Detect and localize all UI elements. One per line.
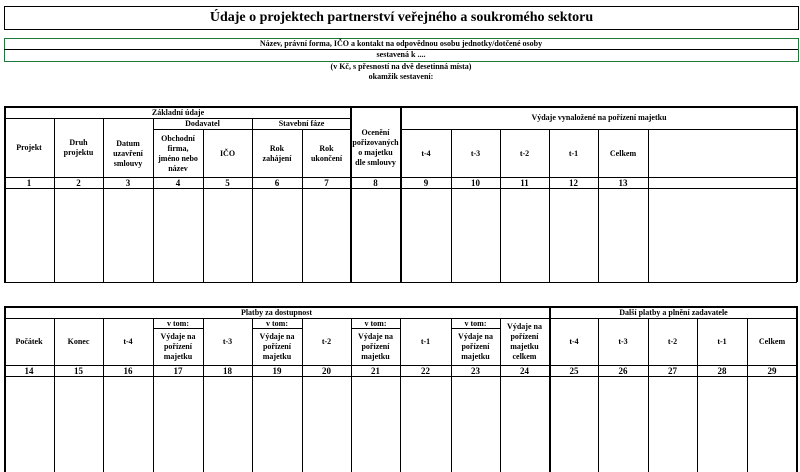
col-number: 27: [668, 366, 677, 376]
compiled-to: sestavená k ....: [376, 50, 426, 59]
col-asset-expense-t1: Výdaje na pořízení majetku: [458, 332, 493, 361]
col-project-type: Druh projektu: [63, 138, 94, 157]
col-number: 17: [173, 366, 183, 376]
col-number: 3: [125, 178, 131, 188]
col-number: 9: [423, 178, 429, 188]
sub-of-which: v tom:: [266, 318, 288, 328]
col-number: 20: [322, 366, 331, 376]
col-number: 19: [272, 366, 282, 376]
group-supplier: Dodavatel: [185, 119, 220, 128]
col-number: 22: [421, 366, 430, 376]
col-t1: t-1: [420, 337, 431, 346]
group-other-payments: Další platby a plnění zadavatele: [619, 307, 728, 317]
col-end: Konec: [67, 337, 90, 346]
col-line: [796, 106, 798, 282]
col-t3: t-3: [470, 148, 481, 158]
col-number: 28: [717, 366, 727, 376]
col-asset-expense-t2: Výdaje na pořízení majetku: [358, 332, 393, 361]
col-number: 5: [225, 178, 230, 188]
sub-of-which: v tom:: [167, 318, 189, 328]
col-number: 24: [520, 366, 529, 376]
col-t2: t-2: [321, 337, 332, 346]
col-number: 23: [471, 366, 480, 376]
sub-of-which: v tom:: [364, 318, 387, 328]
col-ico: IČO: [219, 148, 236, 158]
group-basic-data: Základní údaje: [151, 107, 205, 117]
col-contract-date: Datum uzavření smlouvy: [113, 138, 143, 168]
group-availability-payments: Platby za dostupnost: [240, 307, 313, 317]
col-asset-expense-t3: Výdaje na pořízení majetku: [259, 332, 295, 361]
col-number: 8: [373, 178, 378, 188]
col-number: 7: [324, 178, 329, 188]
moment-of-compilation: okamžik sestavení:: [368, 72, 434, 81]
col-asset-expense-t4: Výdaje na pořízení majetku: [160, 332, 196, 361]
col-end-year: Rok ukončení: [310, 143, 343, 163]
col-other-t2: t-2: [667, 337, 678, 346]
col-number: 21: [371, 366, 380, 376]
col-number: 10: [471, 178, 480, 188]
col-other-t3: t-3: [618, 337, 628, 346]
group-construction-stage: Stavební fáze: [278, 119, 325, 128]
col-start: Počátek: [15, 337, 43, 346]
col-number: 6: [274, 178, 280, 188]
col-number: 14: [24, 366, 34, 376]
col-number: 4: [175, 178, 181, 188]
col-t2: t-2: [519, 148, 530, 158]
col-number: 1: [26, 178, 32, 188]
col-supplier-name: Obchodní firma, jméno nebo název: [158, 133, 198, 173]
col-number: 11: [520, 178, 529, 188]
col-t4: t-4: [123, 337, 133, 346]
sub-of-which: v tom:: [464, 318, 487, 328]
col-number: 12: [569, 178, 578, 188]
col-number: 18: [223, 366, 232, 376]
col-number: 2: [76, 178, 81, 188]
col-number: 16: [123, 366, 133, 376]
col-other-t1: t-1: [717, 337, 727, 346]
col-number: 13: [618, 178, 628, 188]
col-line: [648, 129, 649, 282]
col-valuation: Ocenění pořizovaných o majetku dle smlouvy: [352, 128, 399, 167]
table1-bottom: [4, 282, 797, 283]
col-other-total: Celkem: [758, 337, 786, 346]
col-t3: t-3: [222, 337, 233, 346]
col-number: 26: [618, 366, 628, 376]
col-t1: t-1: [568, 148, 579, 158]
col-number: 15: [74, 366, 83, 376]
col-start-year: Rok zahájení: [262, 143, 292, 163]
col-total: Celkem: [609, 148, 637, 158]
col-project: Projekt: [16, 143, 42, 152]
col-number: 25: [569, 366, 579, 376]
col-other-t4: t-4: [569, 337, 579, 346]
col-t4: t-4: [421, 148, 431, 158]
entity-name-line: Název, právní forma, IČO a kontakt na odpovědnou osobu jednotky/dotčené osoby: [259, 39, 543, 48]
page-title: Údaje o projektech partnerství veřejného a soukromého sektoru: [4, 6, 799, 30]
col-number: 29: [767, 366, 777, 376]
col-asset-expense-total: Výdaje na pořízení majetku celkem: [507, 322, 542, 361]
unit-note: (v Kč, s přesností na dvě desetinná místa): [330, 62, 472, 71]
group-asset-expenses: Výdaje vynaložené na pořízení majetku: [531, 113, 667, 122]
